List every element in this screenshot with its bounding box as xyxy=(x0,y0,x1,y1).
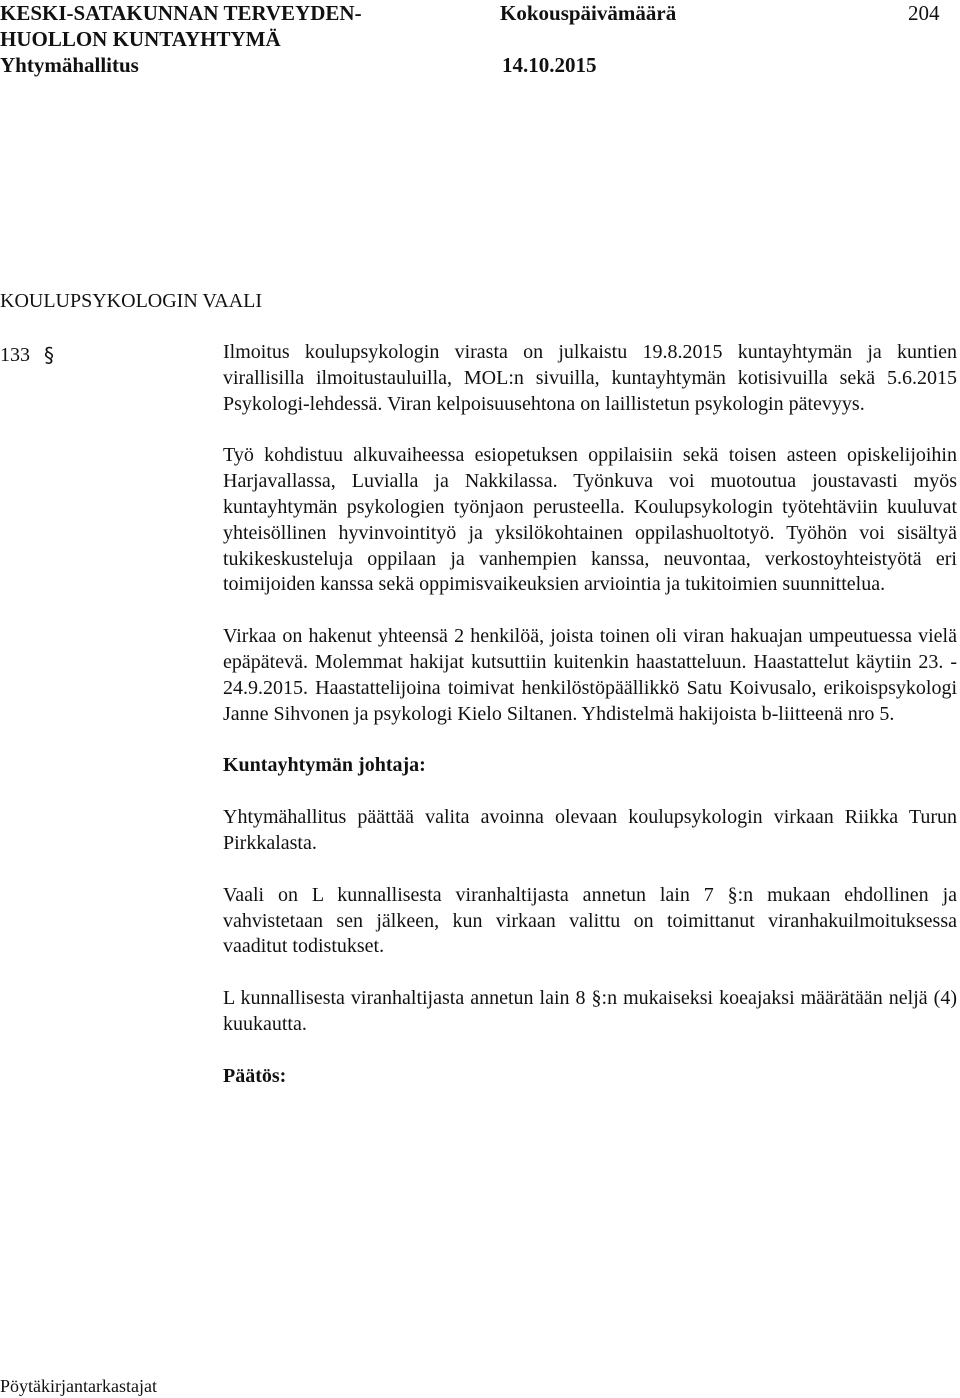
section-title: KOULUPSYKOLOGIN VAALI xyxy=(0,290,263,312)
meeting-date-label: Kokouspäivämäärä xyxy=(500,1,677,25)
director-heading: Kuntayhtymän johtaja: xyxy=(223,754,426,777)
item-number: 133 xyxy=(0,344,30,366)
page-number: 204 xyxy=(908,1,940,25)
organization-name-line1: KESKI-SATAKUNNAN TERVEYDEN- xyxy=(0,1,362,25)
footer-minutes-checkers: Pöytäkirjantarkastajat xyxy=(0,1376,157,1396)
organization-name-line2: HUOLLON KUNTAYHTYMÄ xyxy=(0,27,281,51)
organization-name xyxy=(0,0,362,52)
decision-heading: Päätös: xyxy=(223,1064,287,1087)
document-body xyxy=(223,340,957,1116)
section-sign: § xyxy=(44,343,54,367)
paragraph-condition: Vaali on L kunnallisesta viranhaltijasta annetun lain 7 §:n mukaan ehdollinen ja vahvistetaan sen jälkeen, kun virkaan valittu on toimittanut viranhakuilmoituksessa vaaditut todistukset. xyxy=(223,883,957,958)
paragraph-announcement: Ilmoitus koulupsykologin virasta on julkaistu 19.8.2015 kuntayhtymän ja kuntien virallisilla ilmoitustauluilla, MOL:n sivuilla, kuntayhtymän kotisivuilla sekä 5.6.2015 Psykologi-lehdessä. Viran kelpoisuusehtona on laillistetun psykologin pätevyys. xyxy=(223,341,957,415)
paragraph-applicants: Virkaa on hakenut yhteensä 2 henkilöä, joista toinen oli viran hakuajan umpeutuessa vielä epäpätevä. Molemmat hakijat kutsuttiin kuitenkin haastatteluun. Haastattelut käytiin 23. - 24.9.2015. Haastattelijoina toimivat henkilöstöpäällikkö Satu Koivusalo, erikoispsykologi Janne Sihvonen ja psykologi Kielo Siltanen. Yhdistelmä hakijoista b-liitteenä nro 5. xyxy=(223,625,957,725)
paragraph-job-description: Työ kohdistuu alkuvaiheessa esiopetuksen oppilaisiin sekä toisen asteen opiskelijoihin Harjavallassa, Luvialla ja Nakkilassa. Työnkuva voi muotoutua joustavasti myös kuntayhtymän psykologien työnjaon perusteella. Koulupsykologin työtehtäviin kuuluvat yhteisöllinen hyvinvointityö ja yksilökohtainen oppilashuoltotyö. Työhön voi sisältyä tukikeskusteluja oppilaan ja vanhempien kanssa, neuvontaa, verkostoyhteistyötä eri toimijoiden kanssa sekä oppimisvaikeuksien arviointia ja tukitoimien suunnittelua. xyxy=(223,444,957,596)
board-name: Yhtymähallitus xyxy=(0,53,139,77)
paragraph-trial-period: L kunnallisesta viranhaltijasta annetun lain 8 §:n mukaiseksi koeajaksi määrätään neljä (4) kuukautta. xyxy=(223,987,957,1035)
meeting-date: 14.10.2015 xyxy=(502,53,597,77)
paragraph-proposal: Yhtymähallitus päättää valita avoinna olevaan koulupsykologin virkaan Riikka Turun Pirkkalasta. xyxy=(223,806,957,854)
